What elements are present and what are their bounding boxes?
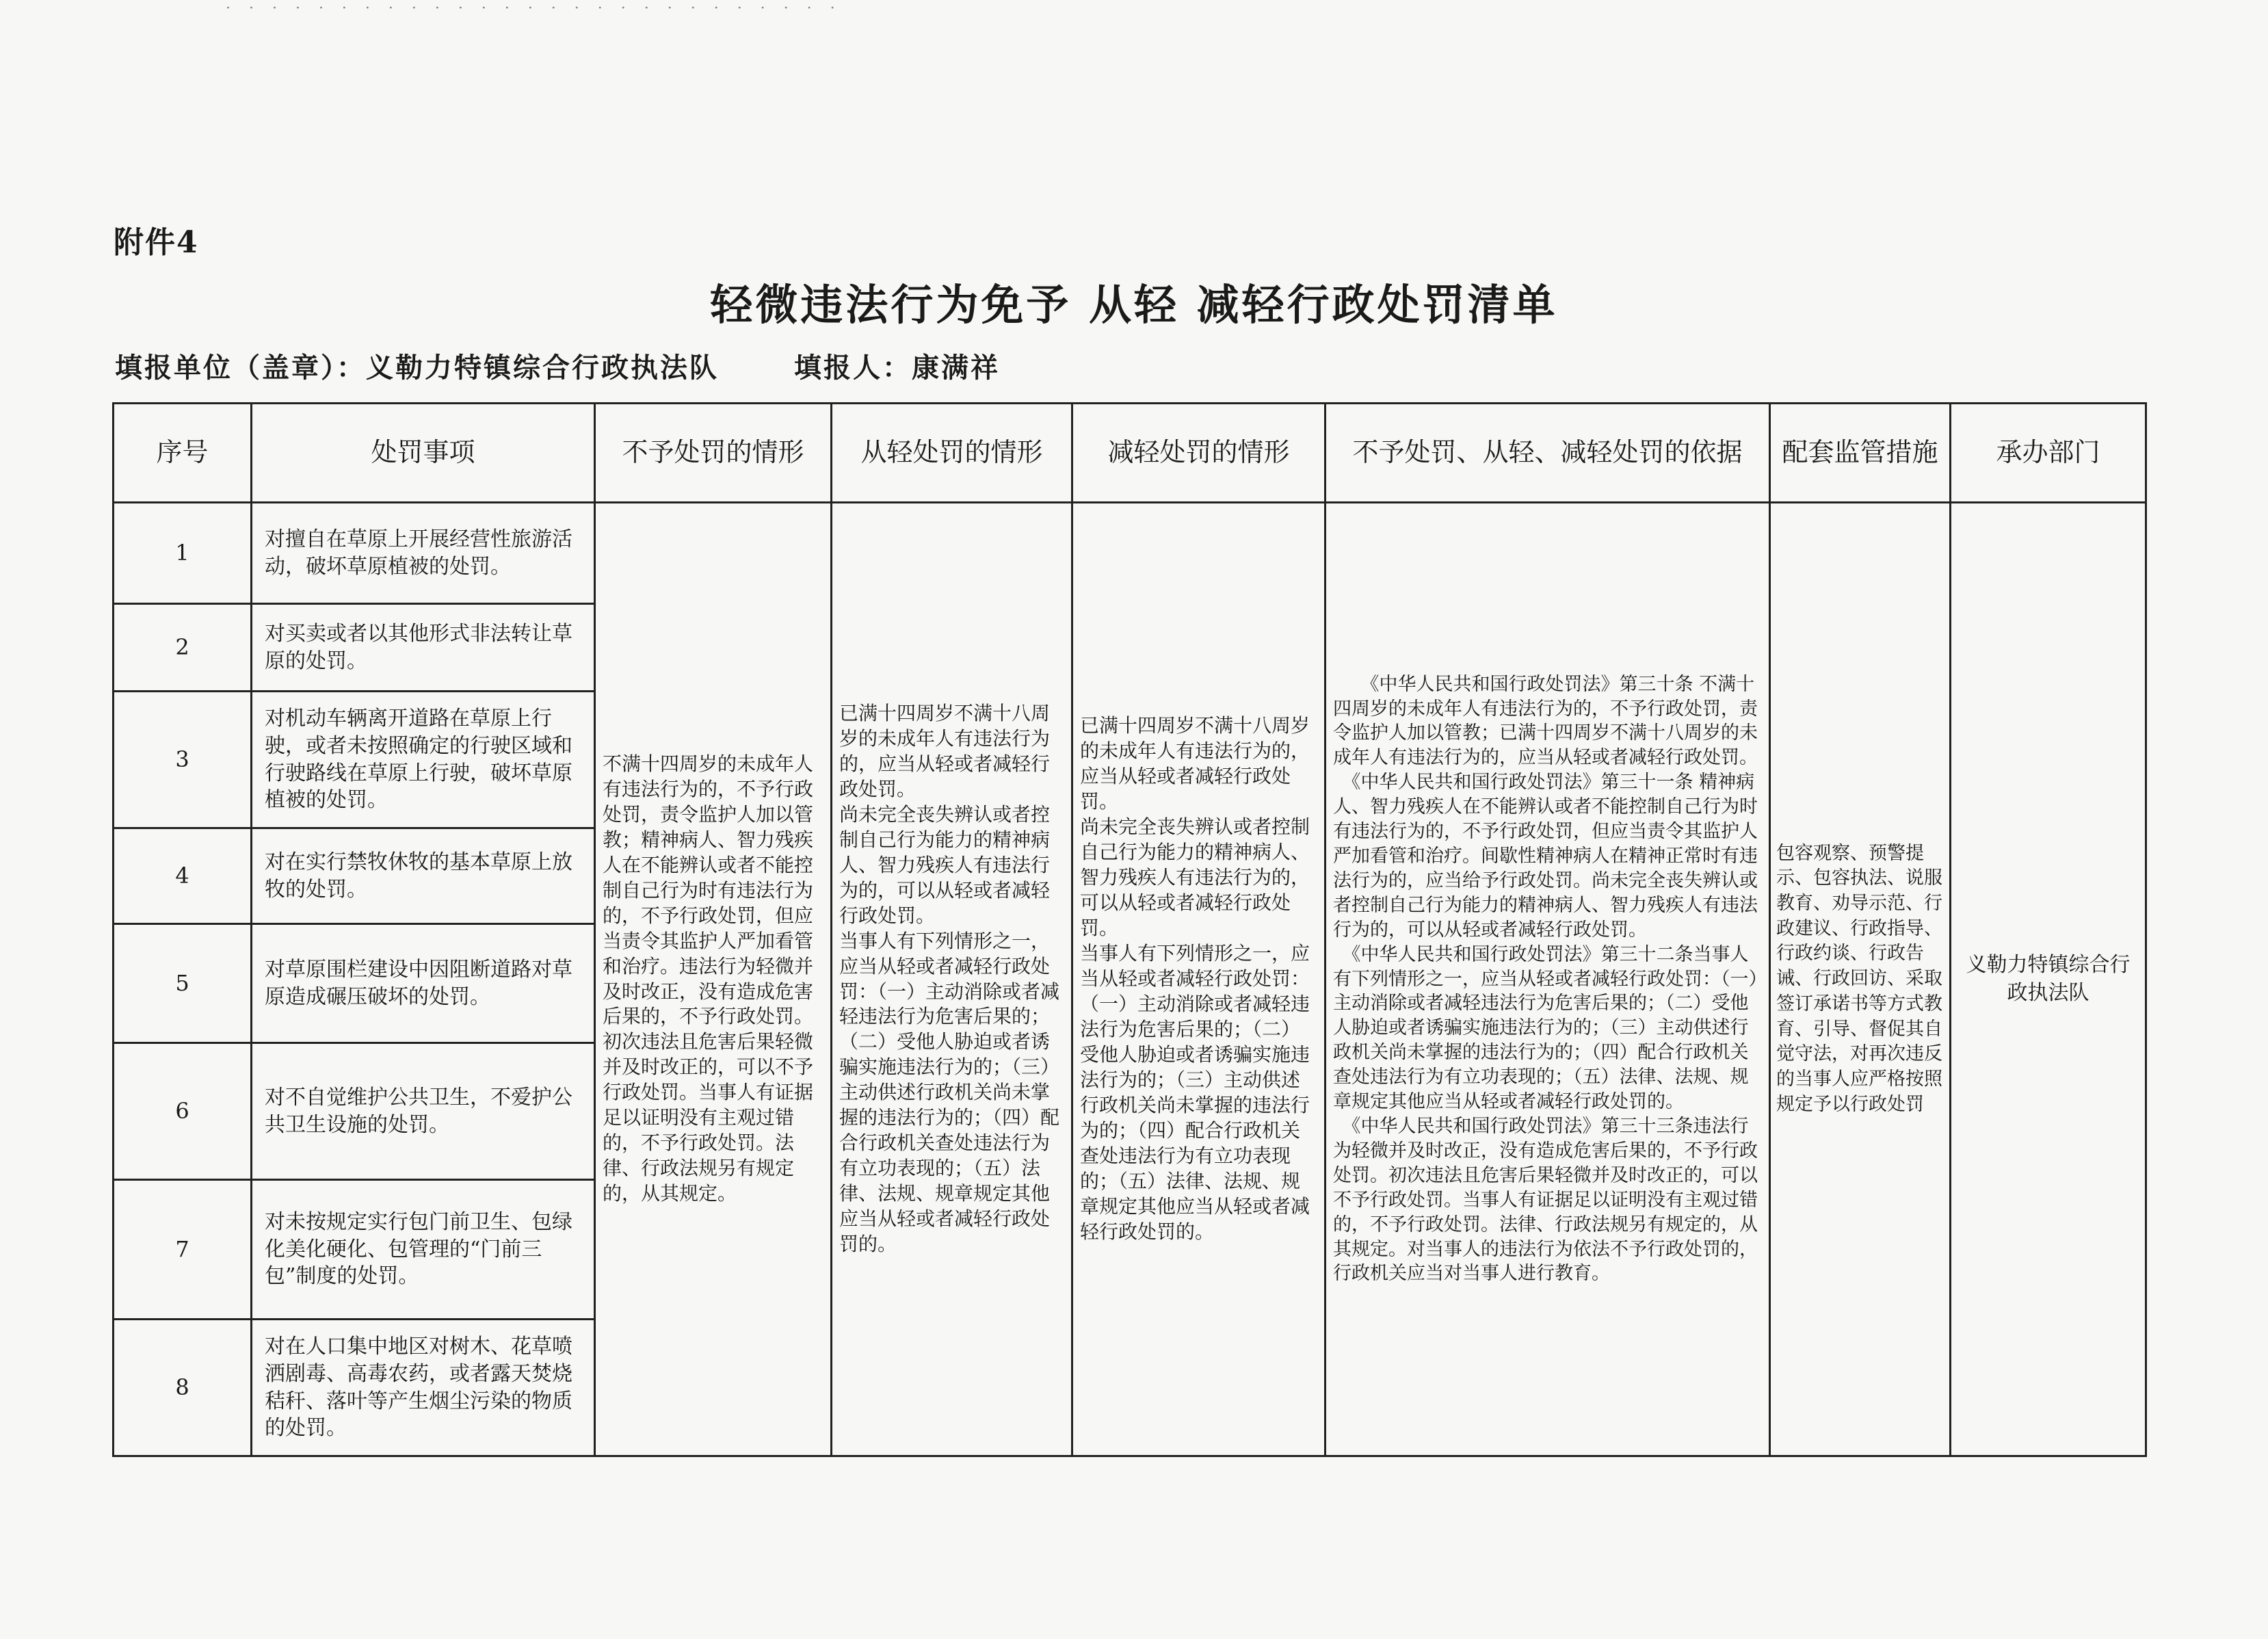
row-number: 8 (114, 1320, 252, 1456)
row-number: 6 (114, 1043, 252, 1180)
penalty-item: 对未按规定实行包门前卫生、包绿化美化硬化、包管理的“门前三包”制度的处罚。 (252, 1180, 595, 1320)
penalty-item: 对不自觉维护公共卫生，不爱护公共卫生设施的处罚。 (252, 1043, 595, 1180)
lighter-penalty-conditions: 已满十四周岁不满十八周岁的未成年人有违法行为的，应当从轻或者减轻行政处罚。 尚未完全丧失辨认或者控制自己行为能力的精神病人、智力残疾人有违法行为的，可以从轻或者减轻行政处罚。 当事人有下列情形之一，应当从轻或者减轻行政处罚：（一）主动消除或者减轻违法行为危害后果的；（二）受他人胁迫或者诱骗实施违法行为的；（三）主动供述行政机关尚未掌握的违法行为的；（四）配合行政机关查处违法行为有立功表现的；（五）法律、法规、规章规定其他应当从轻或者减轻行政处罚的。 (832, 503, 1072, 1456)
col-header-department: 承办部门 (1951, 404, 2146, 503)
row-number: 7 (114, 1180, 252, 1320)
penalty-item: 对买卖或者以其他形式非法转让草原的处罚。 (252, 604, 595, 692)
col-header-basis: 不予处罚、从轻、减轻处罚的依据 (1326, 404, 1770, 503)
row-number: 2 (114, 604, 252, 692)
col-header-no: 序号 (114, 404, 252, 503)
filing-unit: 义勒力特镇综合行政执法队 (366, 352, 719, 384)
filer-name: 康满祥 (912, 352, 1000, 384)
filer-label: 填报人： (794, 352, 912, 384)
penalty-item: 对在实行禁牧休牧的基本草原上放牧的处罚。 (252, 828, 595, 924)
table-header-row (114, 404, 2146, 503)
penalty-list-table (112, 402, 2147, 1457)
penalty-item: 对机动车辆离开道路在草原上行驶，或者未按照确定的行驶区域和行驶路线在草原上行驶，破坏草原植被的处罚。 (252, 692, 595, 828)
document-title: 轻微违法行为免予 从轻 减轻行政处罚清单 (710, 280, 1558, 330)
annex-label: 附件4 (114, 225, 199, 260)
penalty-item: 对草原围栏建设中因阻断道路对草原造成碾压破坏的处罚。 (252, 924, 595, 1043)
table-row (114, 503, 2146, 604)
col-header-lighter-penalty: 从轻处罚的情形 (832, 404, 1072, 503)
col-header-reduced-penalty: 减轻处罚的情形 (1072, 404, 1326, 503)
no-penalty-conditions: 不满十四周岁的未成年人有违法行为的，不予行政处罚，责令监护人加以管教；精神病人、智力残疾人在不能辨认或者不能控制自己行为时有违法行为的，不予行政处罚，但应当责令其监护人严加看管和治疗。违法行为轻微并及时改正，没有造成危害后果的，不予行政处罚。初次违法且危害后果轻微并及时改正的，可以不予行政处罚。当事人有证据足以证明没有主观过错的，不予行政处罚。法律、行政法规另有规定的，从其规定。 (595, 503, 832, 1456)
row-number: 5 (114, 924, 252, 1043)
responsible-department: 义勒力特镇综合行政执法队 (1951, 503, 2146, 1456)
row-number: 4 (114, 828, 252, 924)
penalty-item: 对在人口集中地区对树木、花草喷洒剧毒、高毒农药，或者露天焚烧秸秆、落叶等产生烟尘污染的物质的处罚。 (252, 1320, 595, 1456)
col-header-no-penalty: 不予处罚的情形 (595, 404, 832, 503)
supervision-measures: 包容观察、预警提示、包容执法、说服教育、劝导示范、行政建议、行政指导、行政约谈、行政告诫、行政回访、采取签订承诺书等方式教育、引导、督促其自觉守法，对再次违反的当事人应严格按照规定予以行政处罚 (1770, 503, 1951, 1456)
legal-basis: 《中华人民共和国行政处罚法》第三十条 不满十四周岁的未成年人有违法行为的，不予行政处罚，责令监护人加以管教；已满十四周岁不满十八周岁的未成年人有违法行为的，应当从轻或者减轻行政处罚。 《中华人民共和国行政处罚法》第三十一条 精神病人、智力残疾人在不能辨认或者不能控制自己行为时有违法行为的，不予行政处罚，但应当责令其监护人严加看管和治疗。间歇性精神病人在精神正常时有违法行为的，应当给予行政处罚。尚未完全丧失辨认或者控制自己行为能力的精神病人、智力残疾人有违法行为的，可以从轻或者减轻行政处罚。 《中华人民共和国行政处罚法》第三十二条当事人有下列情形之一，应当从轻或者减轻行政处罚：（一）主动消除或者减轻违法行为危害后果的；（二）受他人胁迫或者诱骗实施违法行为的；（三）主动供述行政机关尚未掌握的违法行为的；（四）配合行政机关查处违法行为有立功表现的；（五）法律、法规、规章规定其他应当从轻或者减轻行政处罚的。 《中华人民共和国行政处罚法》第三十三条违法行为轻微并及时改正，没有造成危害后果的，不予行政处罚。初次违法且危害后果轻微并及时改正的，可以不予行政处罚。当事人有证据足以证明没有主观过错的，不予行政处罚。法律、行政法规另有规定的，从其规定。对当事人的违法行为依法不予行政处罚的，行政机关应当对当事人进行教育。 (1326, 503, 1770, 1456)
penalty-item: 对擅自在草原上开展经营性旅游活动，破坏草原植被的处罚。 (252, 503, 595, 604)
col-header-item: 处罚事项 (252, 404, 595, 503)
col-header-measures: 配套监管措施 (1770, 404, 1951, 503)
row-number: 1 (114, 503, 252, 604)
filing-unit-label: 填报单位（盖章）： (115, 352, 366, 384)
filing-info (115, 346, 1000, 385)
row-number: 3 (114, 692, 252, 828)
scan-bleed-through: · · · · · · · · · · · · · · · · · · · · · · · · · · · (226, 0, 842, 15)
reduced-penalty-conditions: 已满十四周岁不满十八周岁的未成年人有违法行为的，应当从轻或者减轻行政处罚。 尚未完全丧失辨认或者控制自己行为能力的精神病人、智力残疾人有违法行为的，可以从轻或者减轻行政处罚。 当事人有下列情形之一，应当从轻或者减轻行政处罚：（一）主动消除或者减轻违法行为危害后果的；（二）受他人胁迫或者诱骗实施违法行为的；（三）主动供述行政机关尚未掌握的违法行为的；（四）配合行政机关查处违法行为有立功表现的；（五）法律、法规、规章规定其他应当从轻或者减轻行政处罚的。 (1072, 503, 1326, 1456)
